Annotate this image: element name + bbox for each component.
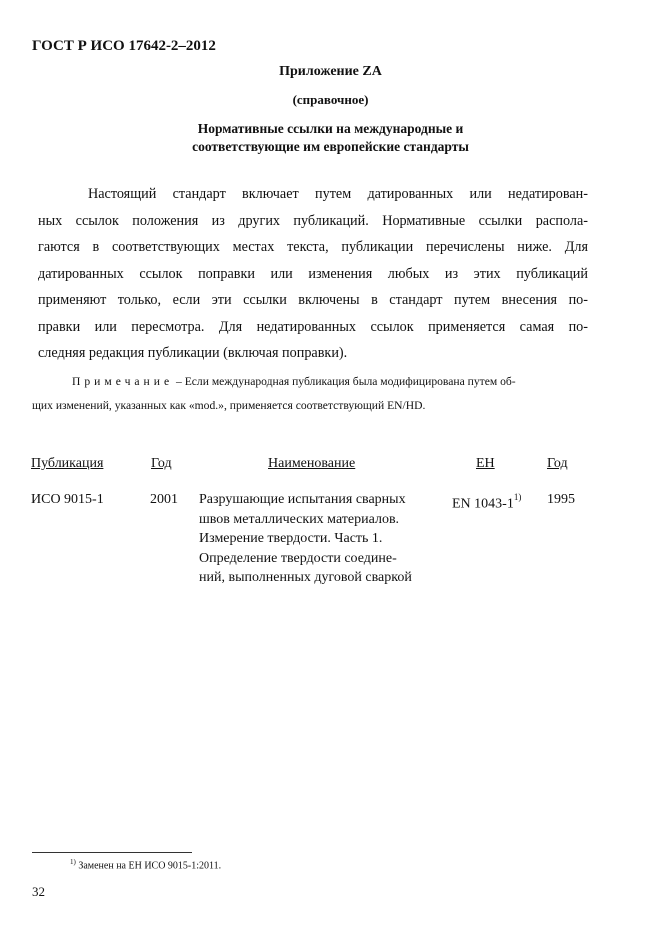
page-number: 32 — [32, 884, 45, 899]
column-header-publication: Публикация — [31, 456, 104, 471]
cell-name — [199, 490, 449, 588]
column-header-en: EH — [476, 456, 495, 471]
cell-en-code: EN 1043-1 — [452, 496, 514, 512]
paragraph-line: применяют только, если эти ссылки включены в стандарт путем внесения по- — [38, 292, 588, 308]
section-heading-line-2: соответствующие им европейские стандарты — [192, 139, 469, 154]
note-label: Примечание — [72, 375, 174, 388]
cell-name-line: Определение твердости соедине- — [199, 550, 397, 566]
note-text-1: – Если международная публикация была модифицирована путем об- — [173, 375, 516, 388]
cell-publication: ИСО 9015-1 — [31, 492, 104, 507]
column-header-en-year: Год — [547, 456, 568, 471]
column-header-name: Наименование — [268, 456, 356, 471]
footnote-divider — [32, 852, 192, 853]
paragraph-line: гаются в соответствующих местах текста, публикации перечислены ниже. Для — [38, 239, 588, 255]
note-line-1 — [32, 370, 598, 394]
annex-title: Приложение ZA — [279, 64, 382, 79]
column-header-year: Год — [151, 456, 172, 471]
paragraph-line: ных ссылок положения из других публикаций. Нормативные ссылки распола- — [38, 212, 588, 229]
paragraph-line: датированных ссылок поправки или изменения любых из этих публикаций — [38, 265, 588, 282]
cell-name-line: Разрушающие испытания сварных — [199, 492, 406, 507]
note-line-2: щих изменений, указанных как «mod.», применяется соответствующий EN/HD. — [32, 399, 426, 412]
cell-year: 2001 — [150, 492, 178, 507]
paragraph-line: Настоящий стандарт включает путем датированных или недатирован- — [88, 186, 588, 202]
cell-name-line: ний, выполненных дуговой сваркой — [199, 570, 412, 585]
section-heading — [0, 120, 661, 156]
paragraph-line: следняя редакция публикации (включая поправки). — [38, 345, 348, 361]
footnote-mark: 1) — [70, 858, 76, 866]
footnote-reference: 1) — [513, 492, 522, 502]
document-code: ГОСТ Р ИСО 17642-2–2012 — [32, 38, 216, 54]
note — [32, 370, 598, 418]
cell-name-line: швов металлических материалов. — [199, 511, 400, 527]
cell-en — [452, 490, 521, 514]
footnote — [70, 858, 221, 871]
cell-en-year: 1995 — [547, 492, 575, 507]
cell-name-line: Измерение твердости. Часть 1. — [199, 531, 383, 546]
body-paragraph — [38, 181, 588, 367]
annex-type: (справочное) — [292, 92, 369, 107]
footnote-text: Заменен на ЕН ИСО 9015-1:2011. — [75, 860, 222, 872]
paragraph-line: правки или пересмотра. Для недатированных ссылок применяется самая по- — [38, 318, 588, 335]
section-heading-line-1: Нормативные ссылки на международные и — [197, 121, 464, 136]
